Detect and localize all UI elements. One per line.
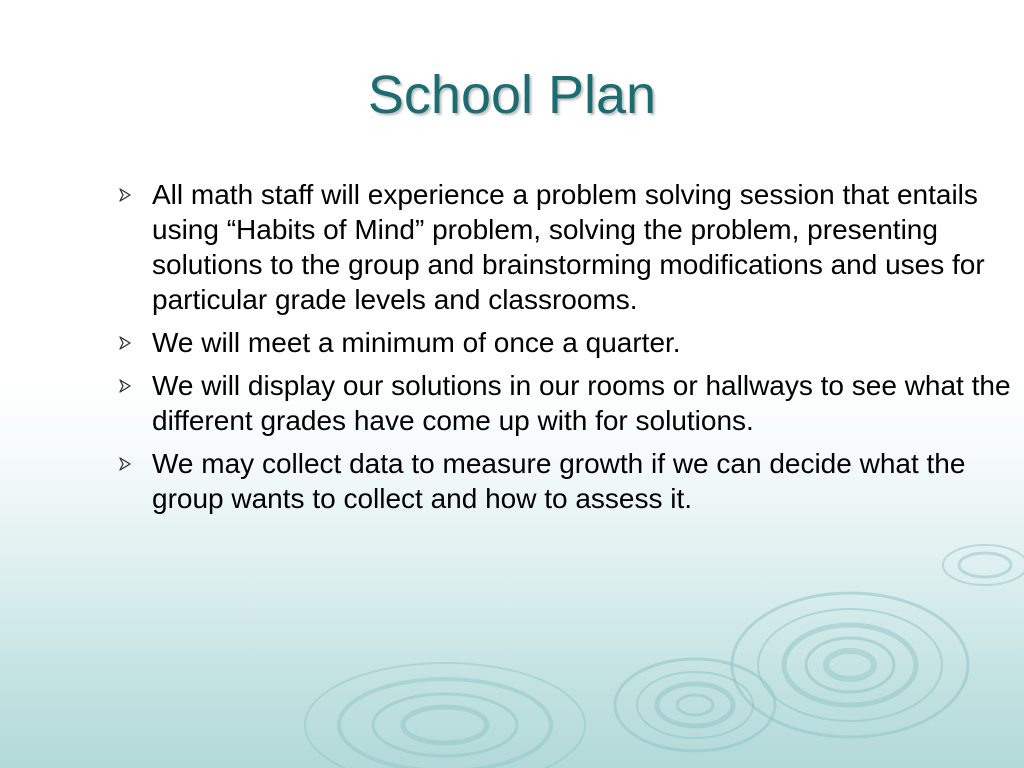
bullet-text: We will display our solutions in our rooms or hallways to see what the different grades have come up with for solutions.	[152, 370, 1011, 436]
bullet-item	[118, 177, 1018, 317]
slide-title: School Plan	[367, 65, 657, 125]
ripple-far-right	[943, 545, 1024, 585]
ripple-right	[732, 593, 968, 737]
arrowhead-bullet-icon	[118, 188, 132, 202]
bullet-text: We may collect data to measure growth if we can decide what the group wants to collect and how to assess it.	[152, 448, 966, 514]
bullet-list	[118, 177, 1018, 524]
bullet-item	[118, 446, 1018, 516]
arrowhead-bullet-icon	[118, 379, 132, 393]
bullet-item	[118, 325, 1018, 360]
bullet-item	[118, 368, 1018, 438]
ripple-lower-center	[305, 663, 585, 768]
bullet-text: We will meet a minimum of once a quarter.	[152, 327, 681, 358]
arrowhead-bullet-icon	[118, 457, 132, 471]
arrowhead-bullet-icon	[118, 336, 132, 350]
bullet-text: All math staff will experience a problem solving session that entails using “Habits of Mind” problem, solving the problem, presenting solutions to the group and brainstorming modifications and uses for particular grade levels and classrooms.	[152, 179, 985, 315]
